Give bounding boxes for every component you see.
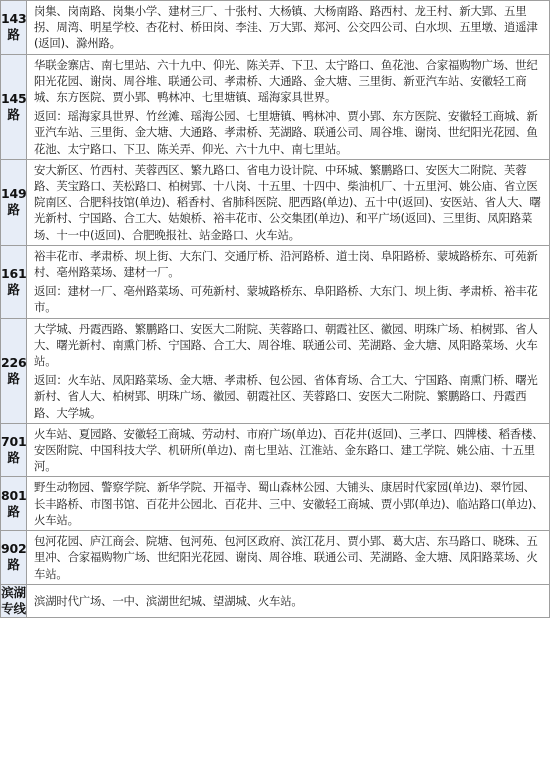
return-label: 返回： xyxy=(34,284,68,299)
route-stops-cell xyxy=(27,54,550,159)
route-number: 701 xyxy=(1,434,27,450)
route-number: 161 xyxy=(1,265,27,281)
route-suffix: 专线 xyxy=(1,600,26,616)
return-label: 返回： xyxy=(34,109,68,124)
route-number: 226 xyxy=(1,354,27,370)
route-stops-cell xyxy=(27,584,550,617)
route-number-cell xyxy=(1,584,27,617)
route-row xyxy=(1,54,550,159)
route-stops-cell xyxy=(27,531,550,585)
route-row xyxy=(1,477,550,531)
route-stops-cell xyxy=(27,1,550,55)
return-stops: 瑶海家具世界、竹丝滩、瑶海公园、七里塘镇、鸭林冲、贾小郢、东方医院、安徽轻工商城、新亚汽车站、三里街、金大塘、大通路、孝肃桥、芜湖路、联通公司、周谷堆、谢岗、世纪阳光花园、鱼花池、太宁路口、下卫、陈关弄、仰光、六十九中、南七里站。 xyxy=(34,109,538,156)
forward-stops: 野生动物园、警察学院、新华学院、开福寺、蜀山森林公园、大铺头、康居时代家园(单边)、翠竹园、长丰路桥、市图书馆、百花井公园北、百花井、三中、安徽轻工商城、贾小郢(单边)、临站路口(单边)、火车站。 xyxy=(34,480,544,527)
route-suffix: 路 xyxy=(7,106,20,122)
return-stops-paragraph xyxy=(34,108,544,157)
return-label: 返回： xyxy=(34,373,68,388)
route-row xyxy=(1,584,550,617)
forward-stops: 大学城、丹霞西路、繁鹏路口、安医大二附院、芙蓉路口、朝霞社区、徽园、明珠广场、柏树郢、省人大、曙光新村、南熏门桥、宁国路、合工大、周谷堆、联通公司、芜湖路、金大塘、凤阳路菜场、火车站。 xyxy=(34,321,538,369)
route-suffix: 路 xyxy=(7,557,20,573)
forward-stops: 岗集、岗南路、岗集小学、建材三厂、十张村、大杨镇、大杨南路、路西村、龙王村、新大郢、五里拐、周湾、明星学校、杏花村、桥田岗、李洼、万大郢、郑河、公交四公司、白水坝、五里墩、逍遥津(返回)、滁州路。 xyxy=(34,4,538,51)
forward-stops: 安大新区、竹西村、芙蓉西区、繁九路口、省电力设计院、中环城、繁鹏路口、安医大二附院、芙蓉路、芙宝路口、芙松路口、柏树郢、十八岗、十五里、十四中、柴油机厂、十五里河、姚公庙、省立医院南区、合肥科技馆(单边)、稻香村、省肺科医院、肥西路(单边)、五十中(返回)、安医站、省人大、曙光新村、宁国路、合工大、姑娘桥、裕丰花市、公交集团(单边)、和平广场(返回)、三里街、凤阳路菜场、十一中(返回)、合肥晚报社、站金路口、火车站。 xyxy=(34,162,541,242)
route-suffix: 路 xyxy=(7,450,20,466)
route-row xyxy=(1,531,550,585)
route-number: 801 xyxy=(1,487,27,503)
return-stops-paragraph xyxy=(34,372,544,421)
route-number: 143 xyxy=(1,11,27,27)
return-stops: 火车站、凤阳路菜场、金大塘、孝肃桥、包公园、省体育场、合工大、宁国路、南熏门桥、曙光新村、省人大、柏树郢、明珠广场、徽园、朝霞社区、芙蓉路口、安医大二附院、繁鹏路口、丹霞西路、大学城。 xyxy=(34,373,538,420)
route-stops-cell xyxy=(27,318,550,423)
route-number: 902 xyxy=(1,541,27,557)
route-number: 145 xyxy=(1,90,27,106)
forward-stops: 滨湖时代广场、一中、滨湖世纪城、望湖城、火车站。 xyxy=(34,593,303,608)
route-suffix: 路 xyxy=(7,281,20,297)
route-row xyxy=(1,159,550,245)
route-stops-cell xyxy=(27,423,550,477)
route-number: 滨湖 xyxy=(1,584,26,600)
route-number-cell xyxy=(1,531,27,585)
route-stops-cell xyxy=(27,159,550,245)
forward-stops: 火车站、夏园路、安徽轻工商城、劳动村、市府广场(单边)、百花井(返回)、三孝口、四牌楼、稻香楼、安医附院、中国科技大学、机研所(单边)、南七里站、江淮站、金东路口、建工学院、姚公庙、十五里河。 xyxy=(34,426,544,474)
route-row xyxy=(1,318,550,423)
route-number-cell xyxy=(1,54,27,159)
route-number-cell xyxy=(1,423,27,477)
route-number-cell xyxy=(1,1,27,55)
forward-stops: 华联金寨店、南七里站、六十九中、仰光、陈关弄、下卫、太宁路口、鱼花池、合家福购物广场、世纪阳光花园、谢岗、周谷堆、联通公司、孝肃桥、大通路、金大塘、三里街、新亚汽车站、安徽轻工商城、东方医院、贾小郢、鸭林冲、七里塘镇、瑶海家具世界。 xyxy=(34,57,538,105)
route-number-cell xyxy=(1,477,27,531)
return-stops-paragraph xyxy=(34,283,544,315)
route-row xyxy=(1,1,550,55)
route-suffix: 路 xyxy=(7,27,20,43)
return-stops: 建材一厂、亳州路菜场、可苑新村、蒙城路桥东、阜阳路桥、大东门、坝上街、孝肃桥、裕丰花市。 xyxy=(34,284,538,315)
route-suffix: 路 xyxy=(7,503,20,519)
route-suffix: 路 xyxy=(7,370,20,386)
route-suffix: 路 xyxy=(7,202,20,218)
route-number-cell xyxy=(1,318,27,423)
forward-stops: 包河花园、庐江商会、院塘、包河苑、包河区政府、滨江花月、贾小郢、葛大店、东马路口、晓珠、五里冲、合家福购物广场、世纪阳光花园、谢岗、周谷堆、联通公司、芜湖路、金大塘、凤阳路菜场、火车站。 xyxy=(34,534,538,581)
route-row xyxy=(1,245,550,318)
route-stops-cell xyxy=(27,477,550,531)
route-stops-cell xyxy=(27,245,550,318)
route-number-cell xyxy=(1,245,27,318)
route-number-cell xyxy=(1,159,27,245)
route-row xyxy=(1,423,550,477)
forward-stops: 裕丰花市、孝肃桥、坝上街、大东门、交通厅桥、沿河路桥、道士岗、阜阳路桥、蒙城路桥东、可苑新村、亳州路菜场、建材一厂。 xyxy=(34,248,538,280)
route-number: 149 xyxy=(1,186,27,202)
